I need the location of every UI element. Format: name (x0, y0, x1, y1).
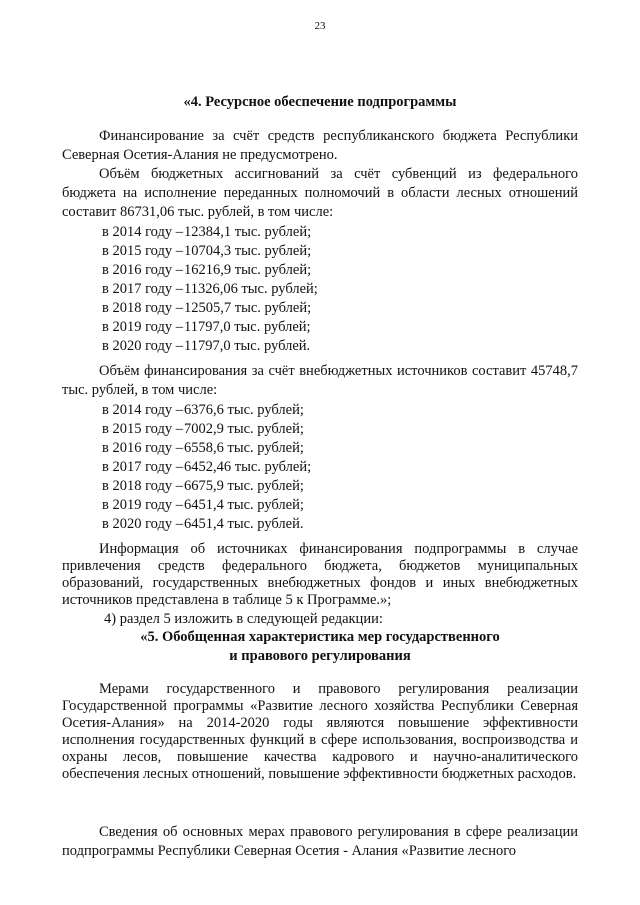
year-label: в 2016 году – (102, 262, 184, 278)
section-4-paragraph-4: Информация об источниках финансирования подпрограммы в случае привлечения средств федерального бюджета, бюджетов муниципальных образований, государственных внебюджетных фондов и иных внебюджетных источников представлена в таблице 5 к Программе.»; (62, 541, 578, 608)
list-item (102, 439, 311, 458)
list-item (102, 515, 311, 534)
year-label: в 2018 году – (102, 300, 184, 316)
amount-value: 6451,4 тыс. рублей; (184, 497, 304, 513)
amount-value: 6675,9 тыс. рублей; (184, 478, 304, 494)
year-label: в 2014 году – (102, 224, 184, 240)
extrabudget-funding-list (102, 401, 311, 534)
amount-value: 7002,9 тыс. рублей; (184, 421, 304, 437)
section-4-paragraph-1: Финансирование за счёт средств республиканского бюджета Республики Северная Осетия-Алания не предусмотрено. (62, 128, 578, 163)
year-label: в 2018 году – (102, 478, 184, 494)
amount-value: 6452,46 тыс. рублей; (184, 459, 312, 475)
section-5-paragraph-1: Мерами государственного и правового регулирования реализации Государственной программы «Развитие лесного хозяйства Республики Северная Осетия-Алания» на 2014-2020 годы являются повышение эффективности исполнения государственных функций в сфере использования, воспроизводства и охраны лесов, повышение качества кадрового и научно-аналитического обеспечения лесных отношений, повышение эффективности бюджетных расходов. (62, 681, 578, 782)
list-item (102, 299, 318, 318)
page-number: 23 (314, 20, 326, 32)
year-label: в 2019 году – (102, 497, 184, 513)
year-label: в 2016 году – (102, 440, 184, 456)
year-label: в 2015 году – (102, 243, 184, 259)
amount-value: 12505,7 тыс. рублей; (184, 300, 312, 316)
year-label: в 2014 году – (102, 402, 184, 418)
list-item (102, 337, 318, 356)
amount-value: 16216,9 тыс. рублей; (184, 262, 312, 278)
section-4-paragraph-3: Объём финансирования за счёт внебюджетных источников составит 45748,7 тыс. рублей, в том числе: (62, 363, 578, 398)
amount-value: 12384,1 тыс. рублей; (184, 224, 312, 240)
amount-value: 11797,0 тыс. рублей; (184, 319, 311, 335)
list-item (102, 242, 318, 261)
list-item (102, 496, 311, 515)
list-item (102, 401, 311, 420)
year-label: в 2020 году – (102, 338, 184, 354)
list-item (102, 458, 311, 477)
amount-value: 6451,4 тыс. рублей. (184, 516, 304, 532)
amount-value: 10704,3 тыс. рублей; (184, 243, 312, 259)
year-label: в 2015 году – (102, 421, 184, 437)
section-4-title: «4. Ресурсное обеспечение подпрограммы (183, 94, 457, 110)
amount-value: 11797,0 тыс. рублей. (184, 338, 311, 354)
section-5-paragraph-2: Сведения об основных мерах правового регулирования в сфере реализации подпрограммы Республики Северная Осетия - Алания «Развитие лесного (62, 824, 578, 859)
list-item (102, 477, 311, 496)
year-label: в 2017 году – (102, 281, 184, 297)
section-5-title-line-2: и правового регулирования (229, 648, 411, 664)
list-item (102, 223, 318, 242)
amendment-item-4: 4) раздел 5 изложить в следующей редакции: (104, 611, 383, 627)
list-item (102, 280, 318, 299)
year-label: в 2019 году – (102, 319, 184, 335)
list-item (102, 318, 318, 337)
year-label: в 2017 году – (102, 459, 184, 475)
amount-value: 6376,6 тыс. рублей; (184, 402, 304, 418)
section-5-title-line-1: «5. Обобщенная характеристика мер государственного (140, 629, 500, 645)
federal-funding-list (102, 223, 318, 356)
list-item (102, 420, 311, 439)
list-item (102, 261, 318, 280)
section-4-paragraph-2: Объём бюджетных ассигнований за счёт субвенций из федерального бюджета на исполнение переданных полномочий в области лесных отношений составит 86731,06 тыс. рублей, в том числе: (62, 166, 578, 220)
amount-value: 6558,6 тыс. рублей; (184, 440, 304, 456)
year-label: в 2020 году – (102, 516, 184, 532)
amount-value: 11326,06 тыс. рублей; (184, 281, 318, 297)
